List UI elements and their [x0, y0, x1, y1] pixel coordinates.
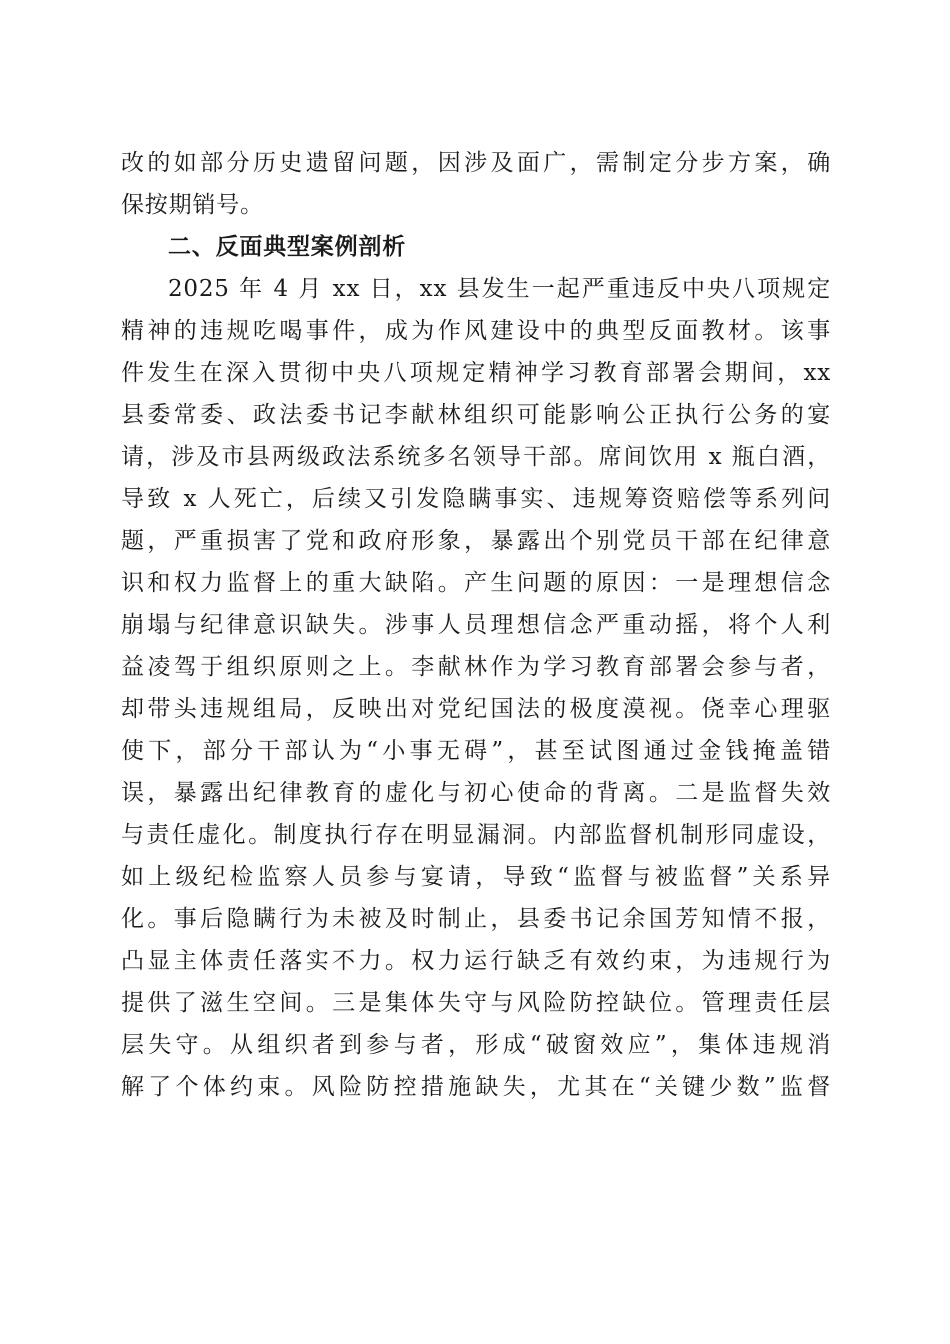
text-line: 导致 x 人死亡，后续又引发隐瞒事实、违规筹资赔偿等系列问 — [121, 486, 831, 512]
text-line: 县委常委、政法委书记李献林组织可能影响公正执行公务的宴 — [121, 402, 831, 428]
text-line: 精神的违规吃喝事件，成为作风建设中的典型反面教材。该事 — [121, 318, 831, 344]
text-line: 解了个体约束。风险防控措施缺失，尤其在“关键少数”监督 — [121, 1074, 831, 1100]
text-line: 误，暴露出纪律教育的虚化与初心使命的背离。二是监督失效 — [121, 780, 831, 806]
text-line: 却带头违规组局，反映出对党纪国法的极度漠视。侥幸心理驱 — [121, 696, 831, 722]
text-line: 崩塌与纪律意识缺失。涉事人员理想信念严重动摇，将个人利 — [121, 612, 831, 638]
text-line: 凸显主体责任落实不力。权力运行缺乏有效约束，为违规行为 — [121, 948, 831, 974]
section-heading: 二、反面典型案例剖析 — [168, 234, 406, 260]
text-line: 件发生在深入贯彻中央八项规定精神学习教育部署会期间，xx — [121, 360, 831, 386]
text-line: 改的如部分历史遗留问题，因涉及面广，需制定分步方案，确 — [121, 150, 831, 176]
text-line: 如上级纪检监察人员参与宴请，导致“监督与被监督”关系异 — [121, 864, 831, 890]
text-line: 使下，部分干部认为“小事无碍”，甚至试图通过金钱掩盖错 — [121, 738, 831, 764]
text-line: 与责任虚化。制度执行存在明显漏洞。内部监督机制形同虚设， — [121, 822, 831, 848]
text-line: 识和权力监督上的重大缺陷。产生问题的原因：一是理想信念 — [121, 570, 831, 596]
text-line: 题，严重损害了党和政府形象，暴露出个别党员干部在纪律意 — [121, 528, 831, 554]
document-body — [121, 142, 831, 1108]
text-line: 保按期销号。 — [121, 192, 264, 218]
paragraph-first-line: 2025 年 4 月 xx 日，xx 县发生一起严重违反中央八项规定 — [168, 276, 831, 302]
text-line: 提供了滋生空间。三是集体失守与风险防控缺位。管理责任层 — [121, 990, 831, 1016]
text-line: 请，涉及市县两级政法系统多名领导干部。席间饮用 x 瓶白酒， — [121, 444, 831, 470]
text-line: 化。事后隐瞒行为未被及时制止，县委书记余国芳知情不报， — [121, 906, 831, 932]
text-line: 层失守。从组织者到参与者，形成“破窗效应”，集体违规消 — [121, 1032, 831, 1058]
text-line: 益凌驾于组织原则之上。李献林作为学习教育部署会参与者， — [121, 654, 831, 680]
